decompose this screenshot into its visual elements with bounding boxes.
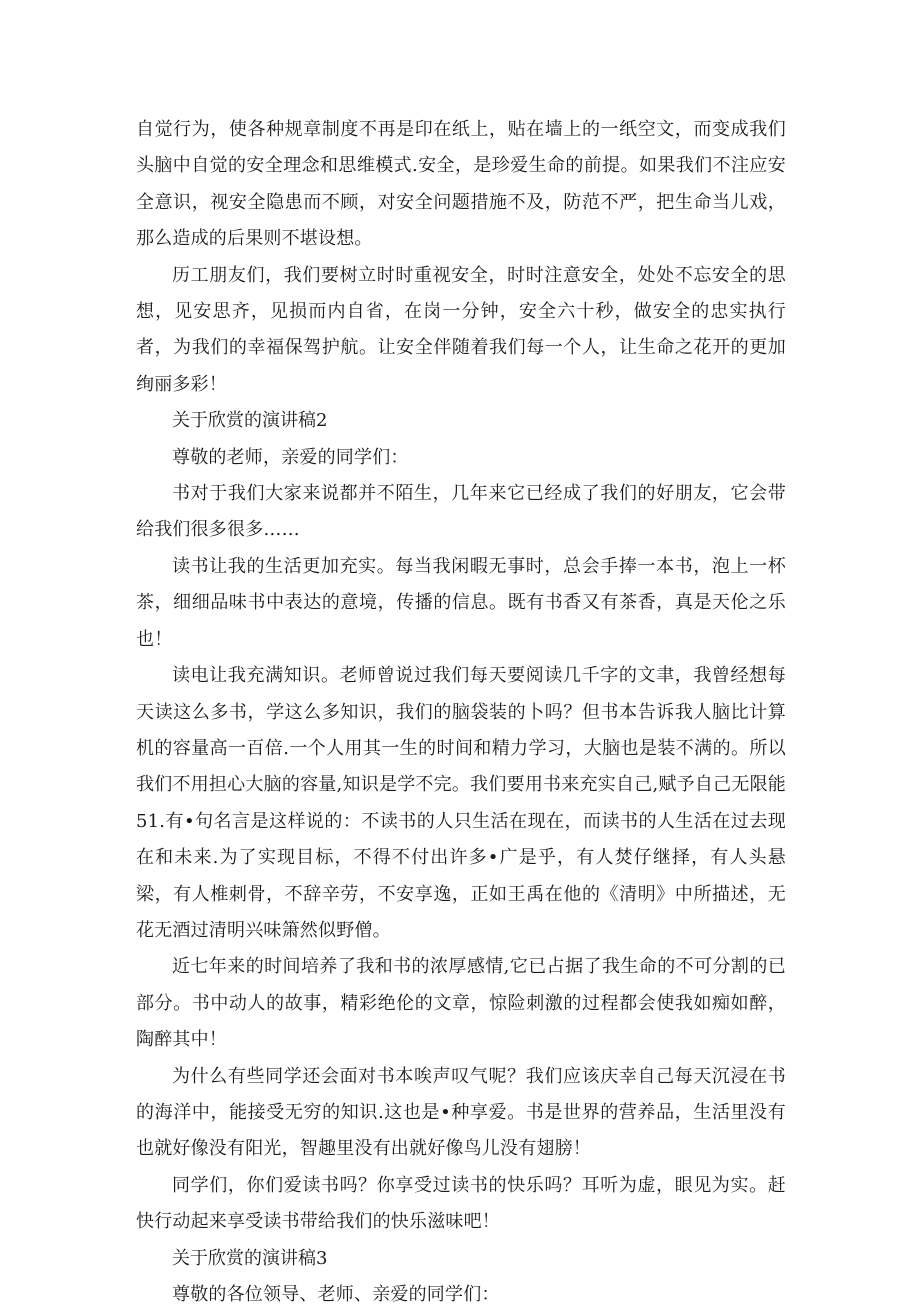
section-heading-speech-3: 关于欣赏的演讲稿3 — [172, 1247, 328, 1269]
paragraph-books-call-to-action: 同学们，你们爱读书吗？你享受过读书的快乐吗？耳听为虚，眼见为实。赶快行动起来享受读书带给我们的快乐滋味吧！ — [136, 1174, 786, 1233]
paragraph-books-enjoyment: 为什么有些同学还会面对书本唉声叹气呢？我们应该庆幸自己每天沉浸在书的海洋中，能接受无穷的知识.这也是•种享爱。书是世界的营养品，生活里没有也就好像没有阳光，智趣里没有出就好像鸟儿没有翅膀！ — [136, 1065, 786, 1160]
paragraph-books-intro: 书对于我们大家来说都并不陌生，几年来它已经成了我们的好朋友，它会带给我们很多很多…… — [136, 483, 786, 541]
document-body — [136, 112, 786, 1313]
paragraph-books-knowledge: 读电让我充满知识。老师曾说过我们每天要阅读几千字的文聿，我曾经想每天读这么多书，学这么多知识，我们的脑袋装的卜吗？但书本告诉我人脑比计算机的容量高一百倍.一个人用其一生的时间和精力学习，大脑也是装不满的。所以我们不用担心大脑的容量,知识是学不完。我们要用书来充实自己,赋予自己无限能51.有•句名言是这样说的：不读书的人只生活在现在，而读书的人生活在过去现在和未来.为了实现目标，不得不付出许多•广是乎，有人焚仔继择，有人头悬梁，有人椎刺骨，不辞辛劳，不安享逸，正如王禹在他的《清明》中所描述，无花无酒过清明兴味箫然似野僧。 — [136, 665, 786, 941]
paragraph-safety-continued: 自觉行为，使各种规章制度不再是印在纸上，贴在墙上的一纸空文，而变成我们头脑中自觉的安全理念和思维模式.安全，是珍爱生命的前提。如果我们不注应安全意识，视安全隐患而不顾，对安全问题措施不及，防范不严，把生命当儿戏，那么造成的后果则不堪设想。 — [136, 119, 786, 250]
paragraph-books-feelings: 近七年来的时间培养了我和书的浓厚感情,它已占据了我生命的不可分割的已部分。书中动人的故事，精彩绝伦的文章，惊险刺激的过程都会使我如痴如醉，陶醉其中！ — [136, 956, 786, 1051]
paragraph-salutation-2: 尊敬的各位领导、老师、亲爱的同学们： — [172, 1284, 500, 1305]
section-heading-speech-2: 关于欣赏的演讲稿2 — [172, 410, 328, 432]
paragraph-safety-closing: 历工朋友们，我们要树立时时重视安全，时时注意安全，处处不忘安全的思想，见安思齐，见损而内自省，在岗一分钟，安全六十秒，做安全的忠实执行者，为我们的幸福保驾护航。让安全伴随着我们每一个人，让生命之花开的更加绚丽多彩！ — [136, 264, 786, 395]
paragraph-salutation-1: 尊敬的老师，亲爱的同学们： — [172, 446, 409, 468]
paragraph-books-enrich-life: 读书让我的生活更加充实。每当我闲暇无事时，总会手捧一本书，泡上一杯茶，细细品味书中表达的意境，传播的信息。既有书香又有茶香，真是天伦之乐也！ — [136, 555, 786, 650]
